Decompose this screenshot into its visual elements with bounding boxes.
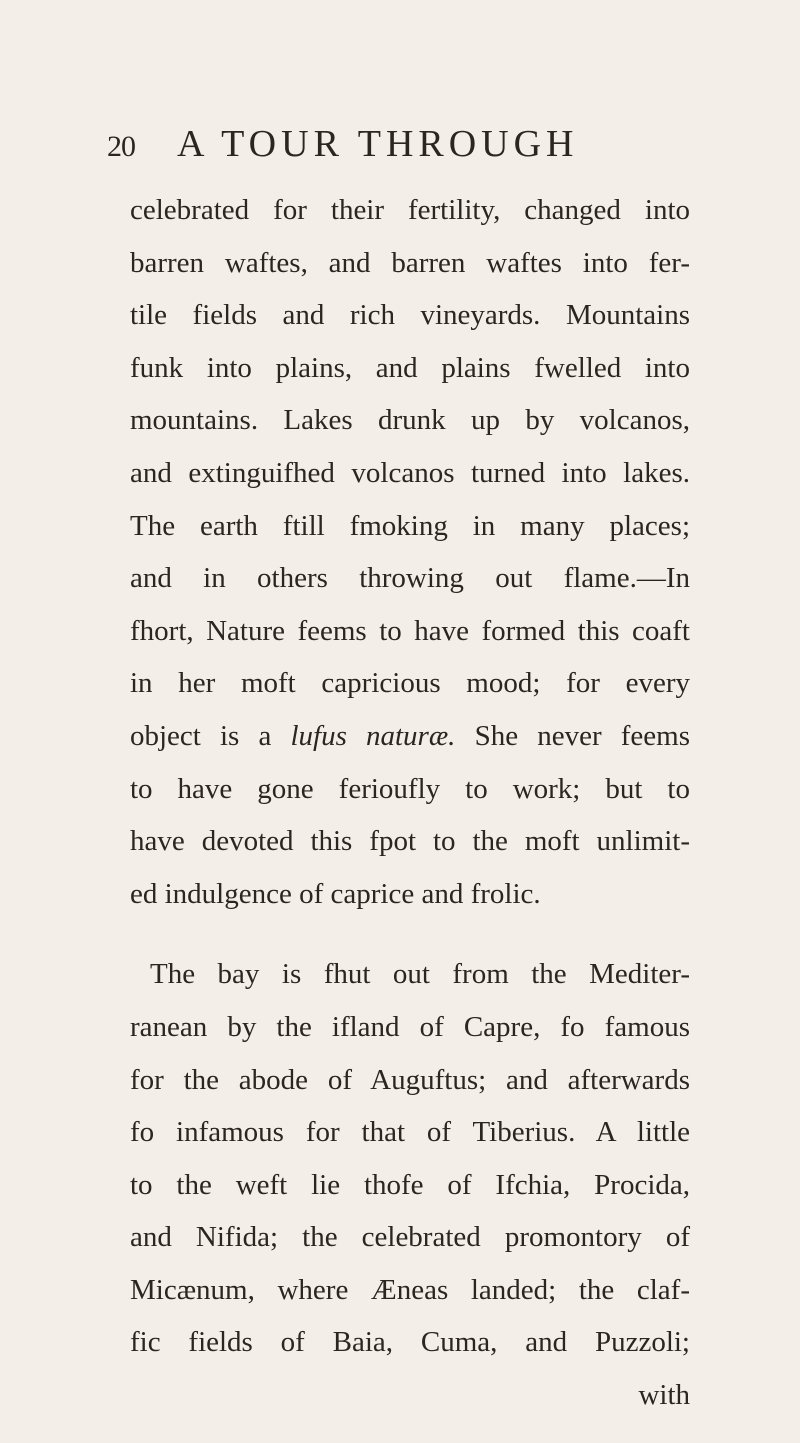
text-line: to have gone ferioufly to work; but to	[130, 772, 690, 805]
text-run: She never feems	[455, 719, 690, 752]
text-line: for the abode of Auguftus; and afterwards	[130, 1063, 690, 1096]
text-line: ed indulgence of caprice and frolic.	[130, 877, 541, 910]
text-line: and Nifida; the celebrated promontory of	[130, 1221, 690, 1254]
text-line: Micænum, where Æneas landed; the claf-	[130, 1273, 690, 1306]
text-line: and extinguifhed volcanos turned into lakes.	[130, 456, 690, 489]
text-line: fo infamous for that of Tiberius. A little	[130, 1116, 690, 1149]
text-line: in her moft capricious mood; for every	[130, 667, 690, 700]
text-line: funk into plains, and plains fwelled into	[130, 351, 690, 384]
paragraph-gap	[130, 920, 690, 948]
text-line: tile fields and rich vineyards. Mountains	[130, 299, 690, 332]
text-run: object is a	[130, 719, 291, 752]
text-line-with-italic	[130, 710, 690, 763]
page-number: 20	[107, 130, 135, 163]
text-line: The bay is fhut out from the Mediter-	[150, 958, 690, 991]
text-line: ranean by the ifland of Capre, fo famous	[130, 1010, 690, 1043]
italic-phrase: lufus naturæ.	[290, 719, 456, 752]
running-head: A TOUR THROUGH	[177, 123, 579, 165]
text-line: barren waftes, and barren waftes into fer-	[130, 246, 690, 279]
text-line: fic fields of Baia, Cuma, and Puzzoli;	[130, 1326, 690, 1359]
page-header	[107, 122, 667, 182]
text-line: and in others throwing out flame.—In	[130, 562, 690, 595]
body-text	[130, 184, 690, 1422]
text-line: to the weft lie thofe of Ifchia, Procida,	[130, 1168, 690, 1201]
text-line: mountains. Lakes drunk up by volcanos,	[130, 404, 690, 437]
catchword: with	[638, 1379, 690, 1412]
text-line: fhort, Nature feems to have formed this coaft	[130, 614, 690, 647]
text-line: have devoted this fpot to the moft unlimit-	[130, 825, 690, 858]
text-line: The earth ftill fmoking in many places;	[130, 509, 690, 542]
text-line: celebrated for their fertility, changed into	[130, 194, 690, 226]
